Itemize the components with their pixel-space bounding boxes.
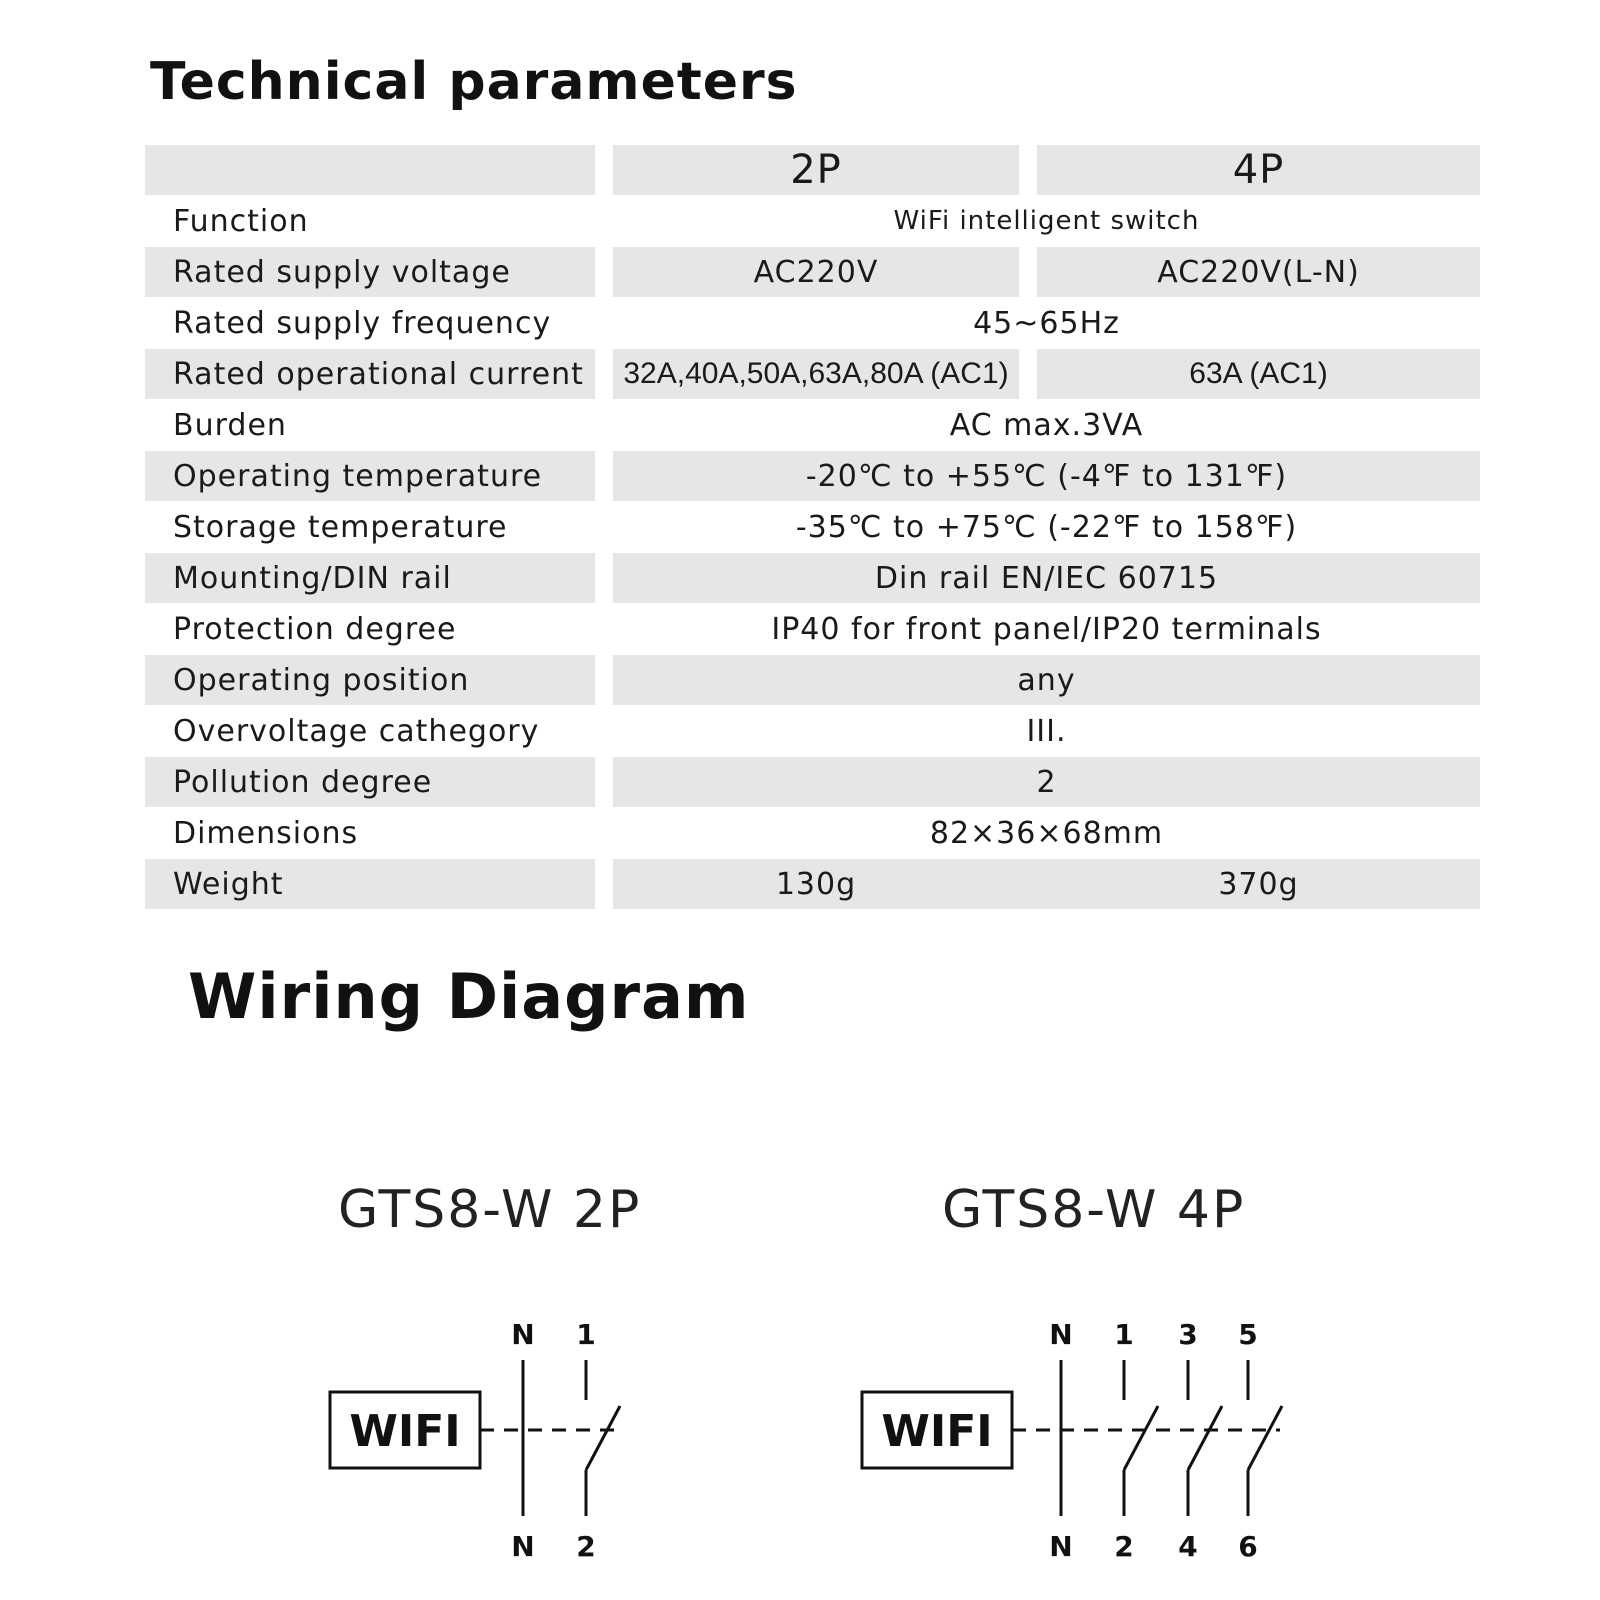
row-value-2p: 32A,40A,50A,63A,80A (AC1) [623, 357, 1009, 390]
row-value-4p: 370g [1218, 866, 1299, 902]
row-label: Rated supply voltage [173, 254, 511, 290]
row-value: 2 [1036, 764, 1057, 800]
terminal-label: N [511, 1318, 535, 1351]
switch-contact [1248, 1406, 1282, 1470]
row-label: Operating position [173, 662, 470, 698]
terminal-label: 3 [1178, 1318, 1198, 1351]
terminal-label: N [1049, 1530, 1073, 1563]
row-value: IP40 for front panel/IP20 terminals [771, 611, 1322, 647]
row-label: Burden [173, 407, 287, 443]
row-label: Rated operational current [173, 356, 584, 392]
terminal-label: 6 [1238, 1530, 1258, 1563]
row-value: WiFi intelligent switch [893, 206, 1200, 236]
row-value: -35℃ to +75℃ (-22℉ to 158℉) [795, 509, 1298, 545]
technical-parameters-title: Technical parameters [150, 52, 798, 112]
switch-contact [586, 1406, 620, 1470]
row-label: Overvoltage cathegory [173, 713, 540, 749]
row-label: Operating temperature [173, 458, 543, 494]
row-value-4p: 63A (AC1) [1189, 357, 1328, 390]
row-value-2p: 130g [775, 866, 857, 902]
terminal-label: 1 [576, 1318, 596, 1351]
row-label: Storage temperature [173, 509, 508, 545]
row-label: Mounting/DIN rail [173, 560, 452, 596]
wifi-box-label: WIFI [349, 1406, 461, 1457]
row-value-2p: AC220V [753, 254, 879, 290]
row-label: Dimensions [173, 815, 359, 851]
wifi-box-label: WIFI [881, 1406, 993, 1457]
header-2p: 2P [790, 147, 842, 193]
row-label: Function [173, 203, 309, 239]
terminal-label: N [1049, 1318, 1073, 1351]
terminal-label: 1 [1114, 1318, 1134, 1351]
terminal-label: 2 [576, 1530, 596, 1563]
switch-contact [1188, 1406, 1222, 1470]
terminal-label: N [511, 1530, 535, 1563]
terminal-label: 2 [1114, 1530, 1134, 1563]
row-label: Protection degree [173, 611, 457, 647]
row-value: III. [1026, 713, 1067, 749]
terminal-label: 4 [1178, 1530, 1198, 1563]
diagram-4p-title: GTS8-W 4P [942, 1180, 1246, 1240]
terminal-label: 5 [1238, 1318, 1258, 1351]
row-label: Pollution degree [173, 764, 433, 800]
wiring-diagram-title: Wiring Diagram [188, 960, 750, 1033]
row-value: 45~65Hz [973, 305, 1120, 341]
row-value: any [1017, 662, 1076, 698]
row-value: Din rail EN/IEC 60715 [874, 560, 1219, 596]
row-value: AC max.3VA [949, 407, 1144, 443]
row-value: 82×36×68mm [929, 815, 1164, 851]
row-value: -20℃ to +55℃ (-4℉ to 131℉) [805, 458, 1288, 494]
row-value-4p: AC220V(L-N) [1157, 254, 1360, 290]
row-label: Rated supply frequency [173, 305, 552, 341]
header-4p: 4P [1232, 147, 1285, 193]
row-label: Weight [173, 866, 284, 902]
switch-contact [1124, 1406, 1158, 1470]
diagram-2p-title: GTS8-W 2P [338, 1180, 642, 1240]
